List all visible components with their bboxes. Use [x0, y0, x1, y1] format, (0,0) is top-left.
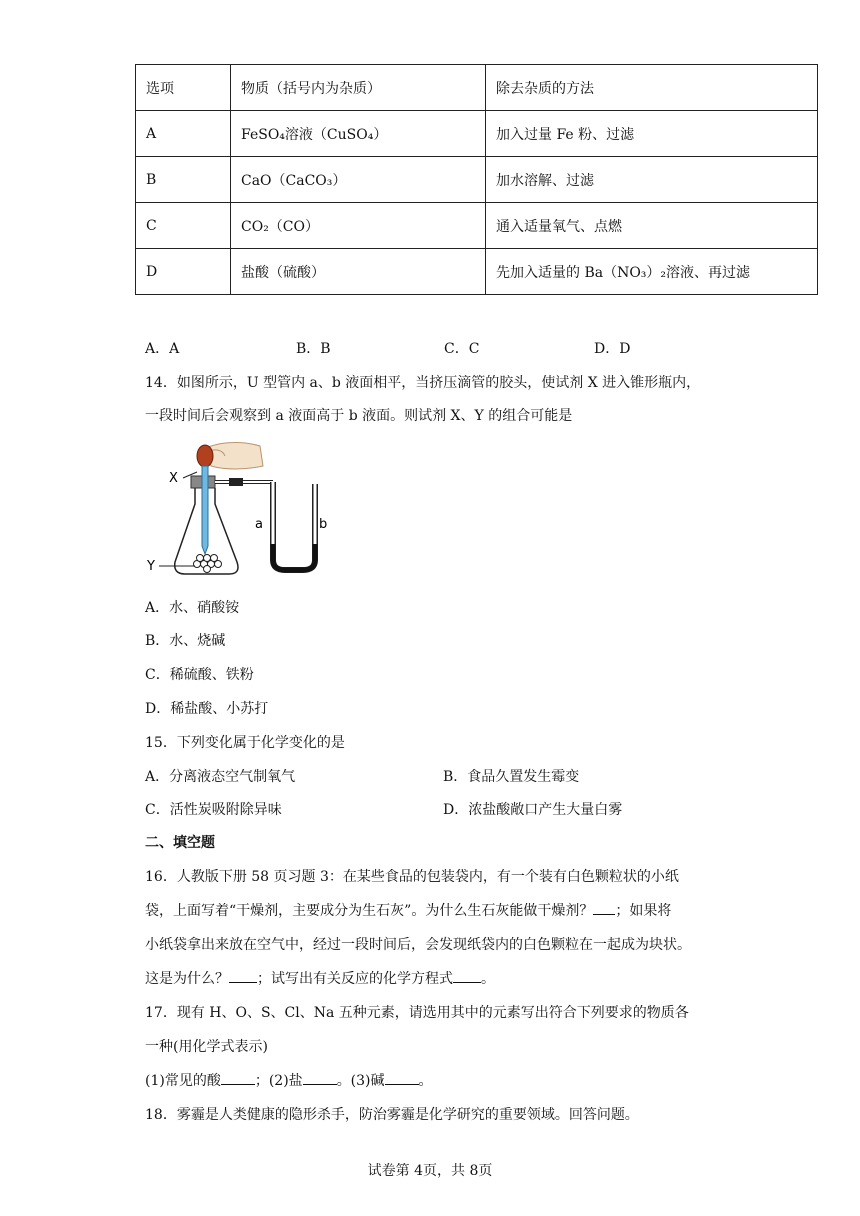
table-row	[136, 157, 818, 203]
dropper-tube	[202, 466, 208, 554]
q16-line1: 16．人教版下册 58 页习题 3：在某些食品的包装袋内，有一个装有白色颗粒状的小纸	[145, 869, 679, 885]
options-table	[135, 64, 818, 295]
q14-stem-line1: 14．如图所示，U 型管内 a、b 液面相平，当挤压滴管的胶头，使试剂 X 进入锥形瓶内，	[145, 375, 701, 391]
q17-line3: (1)常见的酸 ；(2)盐 。(3)碱 。	[145, 1070, 433, 1090]
q14-choice-d: D．稀盐酸、小苏打	[145, 701, 269, 717]
q14-stem-line2: 一段时间后会观察到 a 液面高于 b 液面。则试剂 X、Y 的组合可能是	[145, 408, 573, 424]
table-cell-method: 通入适量氧气、点燃	[486, 203, 818, 249]
answer-blank[interactable]	[385, 1070, 419, 1085]
q15-choice-d: D．浓盐酸敞口产生大量白雾	[443, 802, 623, 818]
answer-blank[interactable]	[221, 1070, 255, 1085]
apparatus-figure	[145, 436, 345, 582]
page-footer: 试卷第 4页，共 8页	[367, 1163, 493, 1179]
q14-choice-b: B．水、烧碱	[145, 633, 226, 649]
table-cell-substance: CaO（CaCO₃）	[231, 157, 486, 203]
section-heading: 二、填空题	[145, 835, 215, 851]
table-cell-substance: CO₂（CO）	[231, 203, 486, 249]
table-cell-substance: FeSO₄溶液（CuSO₄）	[231, 111, 486, 157]
table-row	[136, 203, 818, 249]
table-cell-option: C	[136, 203, 231, 249]
tube-clamp	[229, 478, 243, 486]
q17-line1: 17．现有 H、O、S、Cl、Na 五种元素，请选用其中的元素写出符合下列要求的物质各	[145, 1005, 689, 1021]
table-header: 物质（括号内为杂质）	[231, 65, 486, 111]
q14-choice-c: C．稀硫酸、铁粉	[145, 667, 254, 683]
answer-blank[interactable]	[229, 968, 257, 983]
q16-line3: 小纸袋拿出来放在空气中，经过一段时间后，会发现纸袋内的白色颗粒在一起成为块状。	[145, 937, 691, 953]
table-header: 除去杂质的方法	[486, 65, 818, 111]
q15-stem: 15．下列变化属于化学变化的是	[145, 735, 345, 751]
q15-choice-a: A．分离液态空气制氧气	[145, 769, 296, 785]
label-x: X	[169, 471, 178, 486]
q13-choice-c: C．C	[444, 341, 480, 357]
u-tube	[273, 482, 315, 570]
q18-stem: 18．雾霾是人类健康的隐形杀手，防治雾霾是化学研究的重要领域。回答问题。	[145, 1107, 639, 1123]
table-row	[136, 249, 818, 295]
table-cell-option: A	[136, 111, 231, 157]
answer-blank[interactable]	[303, 1070, 337, 1085]
table-row	[136, 111, 818, 157]
table-cell-substance: 盐酸（硫酸）	[231, 249, 486, 295]
answer-blank[interactable]	[453, 968, 481, 983]
dropper-bulb	[197, 445, 213, 467]
q13-choice-b: B．B	[296, 341, 331, 357]
q15-choice-b: B．食品久置发生霉变	[443, 769, 580, 785]
q17-line2: 一种(用化学式表示)	[145, 1039, 268, 1055]
table-cell-method: 加入过量 Fe 粉、过滤	[486, 111, 818, 157]
q13-choice-a: A．A	[145, 341, 180, 357]
q16-line2: 袋，上面写着“干燥剂，主要成分为生石灰”。为什么生石灰能做干燥剂？ ；如果将	[145, 900, 671, 920]
table-cell-method: 加水溶解、过滤	[486, 157, 818, 203]
answer-blank[interactable]	[593, 900, 615, 915]
table-cell-method: 先加入适量的 Ba（NO₃）₂溶液、再过滤	[486, 249, 818, 295]
q13-choice-d: D．D	[594, 341, 631, 357]
q16-line4: 这是为什么？ ；试写出有关反应的化学方程式 。	[145, 968, 495, 988]
label-y: Y	[147, 559, 155, 574]
q15-choice-c: C．活性炭吸附除异味	[145, 802, 282, 818]
solid-granules	[194, 555, 222, 573]
label-b: b	[319, 517, 328, 532]
q14-choice-a: A．水、硝酸铵	[145, 600, 240, 616]
table-cell-option: B	[136, 157, 231, 203]
label-a: a	[255, 517, 263, 532]
table-cell-option: D	[136, 249, 231, 295]
table-header: 选项	[136, 65, 231, 111]
table-header-row	[136, 65, 818, 111]
